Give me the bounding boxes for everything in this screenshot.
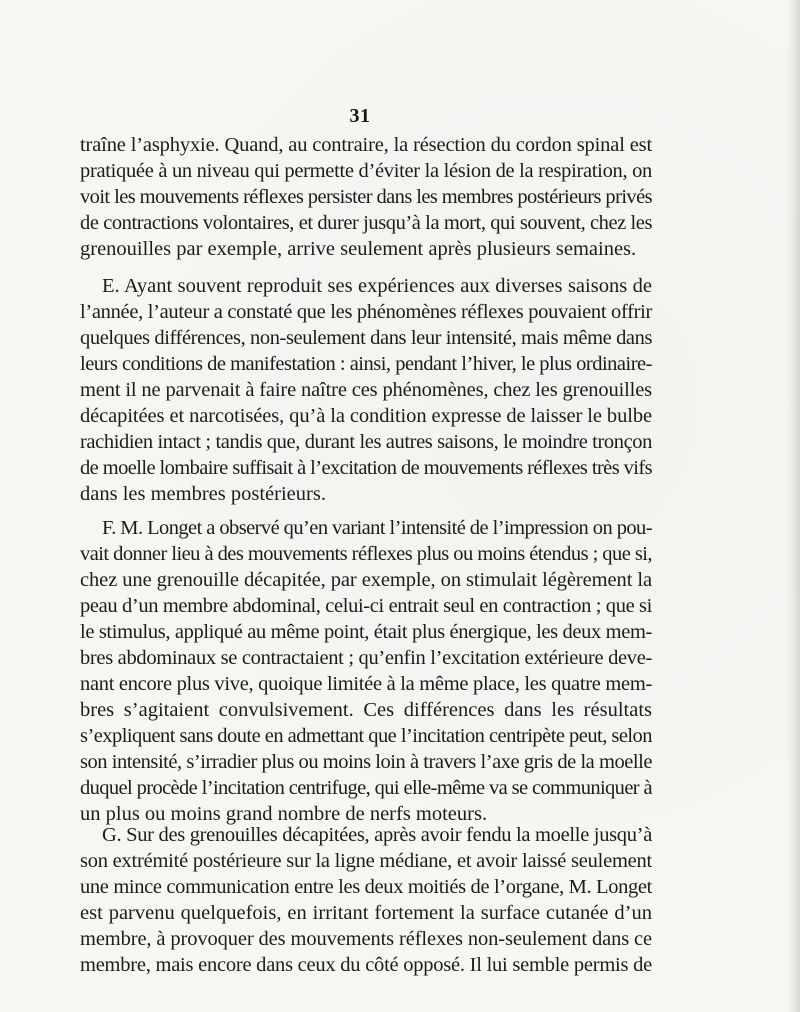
text-line: bres s’agitaient convulsivement. Ces différences dans les résultats (80, 699, 652, 721)
text-line: dans les membres postérieurs. (80, 483, 326, 505)
text-line: rachidien intact ; tandis que, durant les autres saisons, le moindre tronçon (80, 431, 653, 453)
text-line: G. Sur des grenouilles décapitées, après avoir fendu la moelle jusqu’à (102, 824, 652, 846)
text-line: chez une grenouille décapitée, par exemple, on stimulait légèrement la (80, 569, 652, 591)
paragraph-section-f (80, 515, 652, 827)
text-line: duquel procède l’incitation centrifuge, qui elle-même va se communiquer à (80, 777, 653, 799)
text-line: une mince communication entre les deux moitiés de l’organe, M. Longet (80, 876, 653, 898)
paragraph-continuation (80, 132, 652, 262)
text-line: son intensité, s’irradier plus ou moins loin à travers l’axe gris de la moelle (80, 751, 652, 773)
text-line: nant encore plus vive, quoique limitée à la même place, les quatre mem- (80, 673, 652, 695)
text-line: vait donner lieu à des mouvements réflexes plus ou moins étendus ; que si, (80, 543, 652, 565)
text-line: de moelle lombaire suffisait à l’excitation de mouvements réflexes très vifs (80, 457, 653, 479)
text-line: grenouilles par exemple, arrive seulement après plusieurs semaines. (80, 238, 637, 260)
text-line: membre, à provoquer des mouvements réflexes non-seulement dans ce (80, 928, 653, 950)
text-line: voit les mouvements réflexes persister dans les membres postérieurs privés (80, 186, 652, 208)
text-line: peau d’un membre abdominal, celui-ci entrait seul en contraction ; que si (80, 595, 652, 617)
text-line: traîne l’asphyxie. Quand, au contraire, la résection du cordon spinal est (80, 134, 653, 156)
text-line: ment il ne parvenait à faire naître ces phénomènes, chez les grenouilles (80, 379, 652, 401)
text-line: quelques différences, non-seulement dans leur intensité, mais même dans (80, 327, 653, 349)
text-line: membre, mais encore dans ceux du côté opposé. Il lui semble permis de (80, 954, 652, 976)
page-edge-shadow (786, 0, 800, 1012)
text-line: pratiquée à un niveau qui permette d’éviter la lésion de la respiration, on (80, 160, 652, 182)
text-line: est parvenu quelquefois, en irritant fortement la surface cutanée d’un (80, 902, 652, 924)
text-line: F. M. Longet a observé qu’en variant l’intensité de l’impression on pou- (102, 517, 652, 539)
text-line: E. Ayant souvent reproduit ses expériences aux diverses saisons de (102, 275, 652, 297)
text-line: leurs conditions de manifestation : ainsi, pendant l’hiver, le plus ordinaire- (80, 353, 652, 375)
text-line: bres abdominaux se contractaient ; qu’enfin l’excitation extérieure deve- (80, 647, 653, 669)
text-line: son extrémité postérieure sur la ligne médiane, et avoir laissé seulement (80, 850, 653, 872)
text-line: s’expliquent sans doute en admettant que l’incitation centripète peut, selon (80, 725, 652, 747)
paragraph-section-g (80, 822, 652, 978)
paragraph-section-e (80, 273, 652, 507)
text-line: un plus ou moins grand nombre de nerfs moteurs. (80, 803, 488, 825)
text-line: le stimulus, appliqué au même point, était plus énergique, les deux mem- (80, 621, 652, 643)
text-line: décapitées et narcotisées, qu’à la condition expresse de laisser le bulbe (80, 405, 652, 427)
text-line: l’année, l’auteur a constaté que les phénomènes réflexes pouvaient offrir (80, 301, 653, 323)
text-line: de contractions volontaires, et durer jusqu’à la mort, qui souvent, chez les (80, 212, 652, 234)
page-number: 31 (349, 105, 371, 127)
